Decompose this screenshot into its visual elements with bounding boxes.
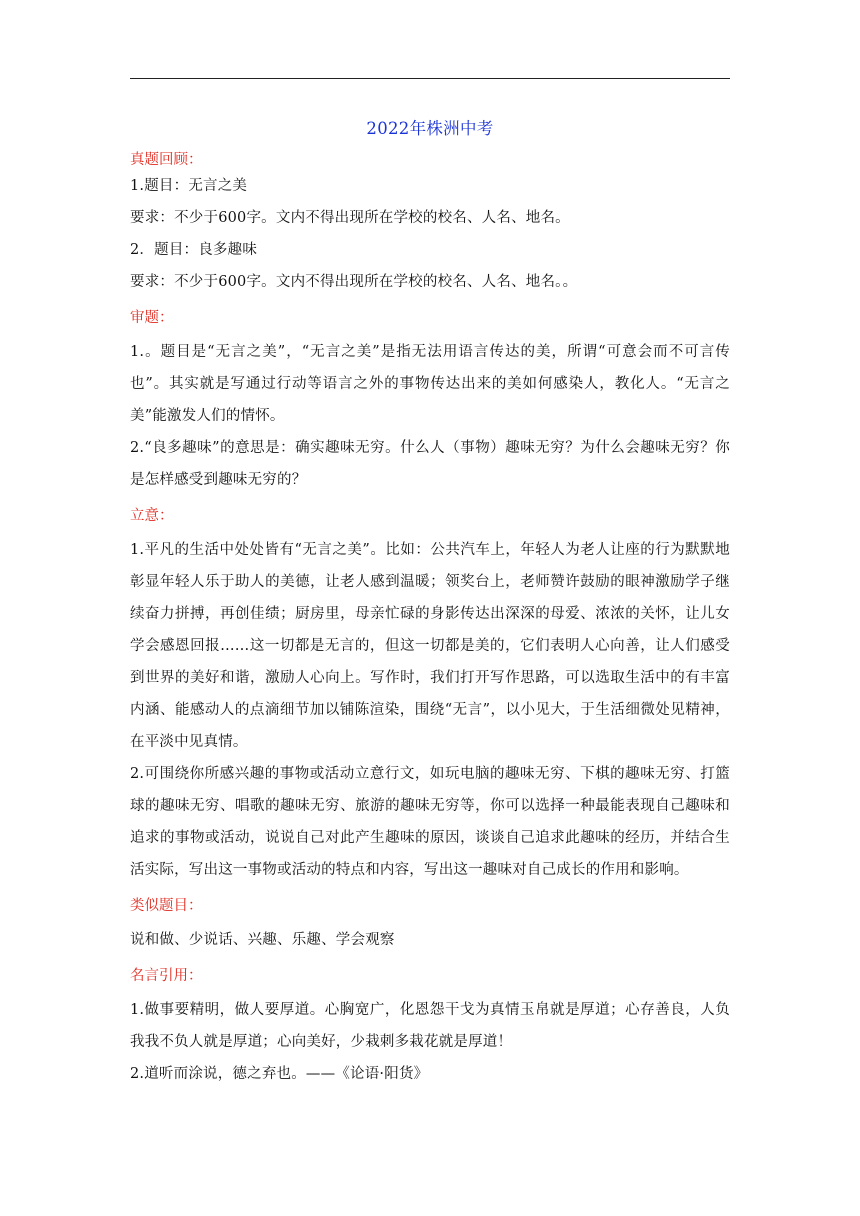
analysis-paragraph-1: 1.。题目是“无言之美”，“无言之美”是指无法用语言传达的美，所谓“可意会而不可言传也”。其实就是写通过行动等语言之外的事物传达出来的美如何感染人，教化人。“无言之美”能激发人们的情怀。 xyxy=(130,344,730,424)
document-body xyxy=(130,150,730,1090)
idea-paragraph-1: 1.平凡的生活中处处皆有“无言之美”。比如：公共汽车上，年轻人为老人让座的行为默默地彰显年轻人乐于助人的美德，让老人感到温暖；领奖台上，老师赞许鼓励的眼神激励学子继续奋力拼搏，再创佳绩；厨房里，母亲忙碌的身影传达出深深的母爱、浓浓的关怀，让儿女学会感恩回报……这一切都是无言的，但这一切都是美的，它们表明人心向善，让人们感受到世界的美好和谐，激励人心向上。写作时，我们打开写作思路，可以选取生活中的有丰富内涵、能感动人的点滴细节加以铺陈渲染，围绕“无言”，以小见大，于生活细微处见精神，在平淡中见真情。 xyxy=(130,542,730,750)
section-heading-idea: 立意： xyxy=(130,508,174,524)
analysis-paragraph-2: 2.“良多趣味”的意思是：确实趣味无穷。什么人（事物）趣味无穷？为什么会趣味无穷？你是怎样感受到趣味无穷的？ xyxy=(130,440,730,488)
review-topic-1: 1.题目：无言之美 xyxy=(130,178,248,194)
similar-topics-list: 说和做、少说话、兴趣、乐趣、学会观察 xyxy=(130,932,395,948)
review-requirement-2: 要求：不少于600字。文内不得出现所在学校的校名、人名、地名。。 xyxy=(130,274,578,290)
review-requirement-1: 要求：不少于600字。文内不得出现所在学校的校名、人名、地名。 xyxy=(130,210,570,226)
review-topic-2: 2．题目：良多趣味 xyxy=(130,242,258,258)
quote-paragraph-1: 1.做事要精明，做人要厚道。心胸宽广，化恩怨干戈为真情玉帛就是厚道；心存善良，人负我我不负人就是厚道；心向美好，少栽刺多栽花就是厚道！ xyxy=(130,1002,730,1050)
section-heading-analysis: 审题： xyxy=(130,310,174,326)
section-heading-similar: 类似题目： xyxy=(130,898,203,914)
header-rule xyxy=(130,78,730,79)
section-heading-review: 真题回顾： xyxy=(130,152,203,168)
section-heading-quotes: 名言引用： xyxy=(130,968,203,984)
document-title: 2022年株洲中考 xyxy=(366,119,494,138)
idea-paragraph-2: 2.可围绕你所感兴趣的事物或活动立意行文，如玩电脑的趣味无穷、下棋的趣味无穷、打篮球的趣味无穷、唱歌的趣味无穷、旅游的趣味无穷等，你可以选择一种最能表现自己趣味和追求的事物或活动，说说自己对此产生趣味的原因，谈谈自己追求此趣味的经历，并结合生活实际，写出这一事物或活动的特点和内容，写出这一趣味对自己成长的作用和影响。 xyxy=(130,766,730,878)
quote-paragraph-2: 2.道听而涂说，德之弃也。——《论语·阳货》 xyxy=(130,1066,429,1082)
